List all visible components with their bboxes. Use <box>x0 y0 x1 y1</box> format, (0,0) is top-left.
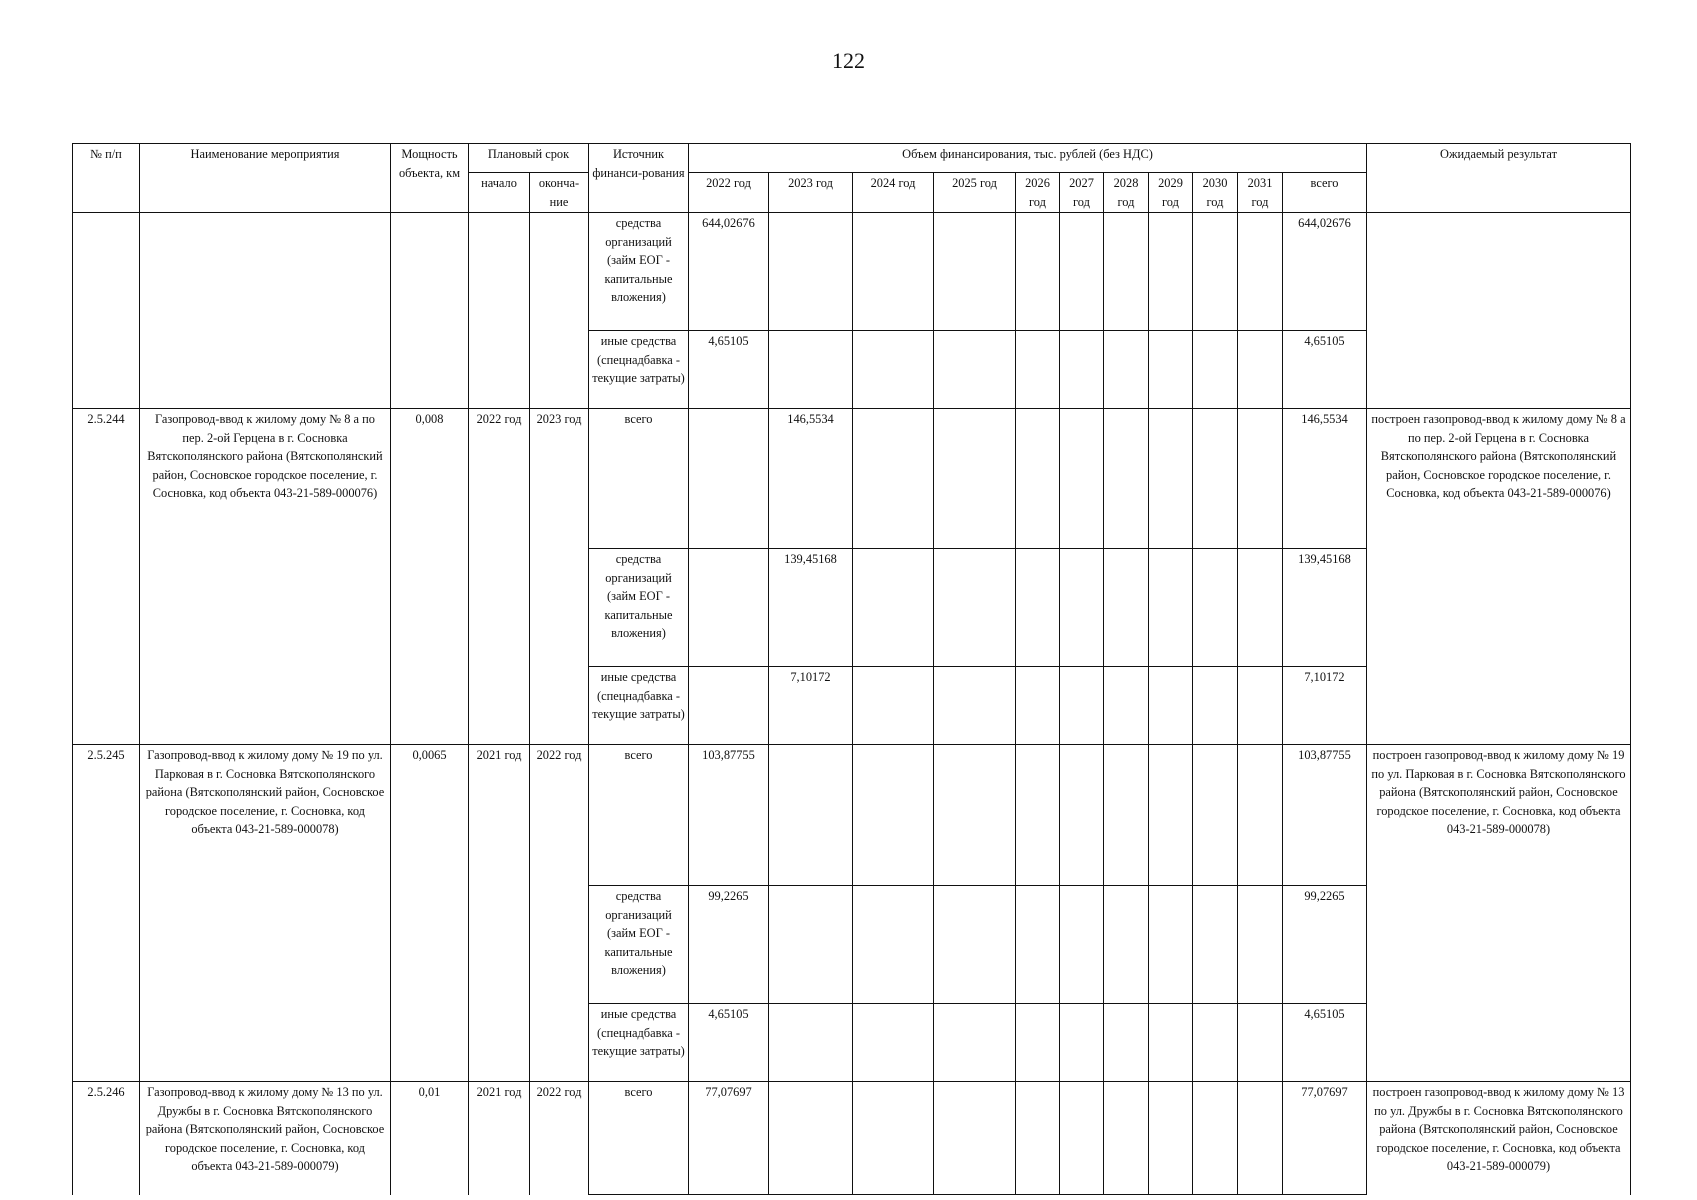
value-empty <box>1104 409 1149 549</box>
item-start: 2021 год <box>469 1082 530 1195</box>
continuation-start <box>469 213 530 409</box>
value-empty <box>853 1082 934 1195</box>
continuation-capacity <box>391 213 469 409</box>
value-empty <box>1238 745 1283 886</box>
item-name: Газопровод-ввод к жилому дому № 13 по ул. Дружбы в г. Сосновка Вятскополянского района (Вятскополянский район, Сосновское городское поселение, г. Сосновка, код объекта 043-21-589-000079) <box>140 1082 391 1195</box>
value-total: 146,5534 <box>1283 409 1367 549</box>
source-cell: иные средства (спецнадбавка - текущие затраты) <box>589 667 689 745</box>
header-term: Плановый срок <box>469 144 589 173</box>
value-empty <box>934 549 1016 667</box>
value-empty <box>1238 886 1283 1004</box>
value-empty <box>1193 667 1238 745</box>
value-empty <box>934 1082 1016 1195</box>
value-total: 7,10172 <box>1283 667 1367 745</box>
value-empty <box>1238 1082 1283 1195</box>
value-empty <box>1193 886 1238 1004</box>
value-empty <box>853 1004 934 1082</box>
value-empty <box>1238 331 1283 409</box>
value-empty <box>934 213 1016 331</box>
value-total: 644,02676 <box>1283 213 1367 331</box>
source-cell: средства организаций (займ ЕОГ - капитальные вложения) <box>589 213 689 331</box>
value-empty <box>1193 1004 1238 1082</box>
value-empty <box>1149 331 1193 409</box>
value-empty <box>1193 213 1238 331</box>
value-empty <box>934 667 1016 745</box>
value-empty <box>1104 331 1149 409</box>
source-cell: иные средства (спецнадбавка - текущие затраты) <box>589 331 689 409</box>
value-empty <box>1149 1082 1193 1195</box>
item-number: 2.5.245 <box>73 745 140 1082</box>
item-name: Газопровод-ввод к жилому дому № 8 а по пер. 2-ой Герцена в г. Сосновка Вятскополянского района (Вятскополянский район, Сосновское городское поселение, г. Сосновка, код объекта 043-21-589-000076) <box>140 409 391 745</box>
value-2023 <box>769 1082 853 1195</box>
value-empty <box>1193 409 1238 549</box>
table-row <box>73 213 1631 331</box>
value-2022: 4,65105 <box>689 1004 769 1082</box>
value-total: 139,45168 <box>1283 549 1367 667</box>
value-empty <box>1016 549 1060 667</box>
value-2022: 4,65105 <box>689 331 769 409</box>
item-start: 2022 год <box>469 409 530 745</box>
value-empty <box>1104 667 1149 745</box>
value-empty <box>1016 1082 1060 1195</box>
source-cell: всего <box>589 409 689 549</box>
value-2022: 77,07697 <box>689 1082 769 1195</box>
continuation-num <box>73 213 140 409</box>
table-row <box>73 409 1631 549</box>
value-empty <box>1060 549 1104 667</box>
value-empty <box>853 409 934 549</box>
value-2023 <box>769 1004 853 1082</box>
value-2023: 139,45168 <box>769 549 853 667</box>
value-empty <box>1104 213 1149 331</box>
value-empty <box>1193 549 1238 667</box>
value-empty <box>1060 409 1104 549</box>
header-year: 2023 год <box>769 173 853 213</box>
value-empty <box>1104 1082 1149 1195</box>
header-year: 2025 год <box>934 173 1016 213</box>
header-total: всего <box>1283 173 1367 213</box>
value-total: 99,2265 <box>1283 886 1367 1004</box>
value-empty <box>1060 331 1104 409</box>
value-2022 <box>689 409 769 549</box>
continuation-name <box>140 213 391 409</box>
item-result: построен газопровод-ввод к жилому дому № 13 по ул. Дружбы в г. Сосновка Вятскополянского района (Вятскополянский район, Сосновское городское поселение, г. Сосновка, код объекта 043-21-589-000079) <box>1367 1082 1631 1195</box>
value-empty <box>1016 1004 1060 1082</box>
page-number: 122 <box>832 48 865 73</box>
value-empty <box>1238 667 1283 745</box>
value-empty <box>1060 886 1104 1004</box>
value-empty <box>1016 745 1060 886</box>
value-empty <box>1016 409 1060 549</box>
value-2023: 7,10172 <box>769 667 853 745</box>
value-empty <box>1149 1004 1193 1082</box>
value-total: 103,87755 <box>1283 745 1367 886</box>
source-cell: всего <box>589 1082 689 1195</box>
header-year: 2030 год <box>1193 173 1238 213</box>
header-year: 2031 год <box>1238 173 1283 213</box>
value-total: 4,65105 <box>1283 1004 1367 1082</box>
value-empty <box>1149 667 1193 745</box>
value-empty <box>853 745 934 886</box>
header-year: 2026 год <box>1016 173 1060 213</box>
item-capacity: 0,008 <box>391 409 469 745</box>
value-empty <box>1149 213 1193 331</box>
item-capacity: 0,01 <box>391 1082 469 1195</box>
table-row <box>73 1082 1631 1195</box>
value-empty <box>1104 1004 1149 1082</box>
header-result: Ожидаемый результат <box>1367 144 1631 213</box>
value-empty <box>1238 549 1283 667</box>
value-empty <box>1238 1004 1283 1082</box>
value-2023 <box>769 745 853 886</box>
source-cell: иные средства (спецнадбавка - текущие затраты) <box>589 1004 689 1082</box>
value-empty <box>1193 1082 1238 1195</box>
value-empty <box>1193 331 1238 409</box>
value-empty <box>853 549 934 667</box>
value-total: 4,65105 <box>1283 331 1367 409</box>
value-empty <box>853 331 934 409</box>
value-empty <box>1060 1082 1104 1195</box>
value-empty <box>853 667 934 745</box>
header-year: 2024 год <box>853 173 934 213</box>
value-empty <box>1016 331 1060 409</box>
header-year: 2022 год <box>689 173 769 213</box>
item-end: 2022 год <box>530 745 589 1082</box>
value-2022 <box>689 549 769 667</box>
value-empty <box>1238 213 1283 331</box>
value-empty <box>1193 745 1238 886</box>
table-row <box>73 745 1631 886</box>
value-empty <box>1060 745 1104 886</box>
value-empty <box>934 331 1016 409</box>
value-2023: 146,5534 <box>769 409 853 549</box>
value-empty <box>1149 886 1193 1004</box>
value-2022: 103,87755 <box>689 745 769 886</box>
item-end: 2022 год <box>530 1082 589 1195</box>
item-number: 2.5.246 <box>73 1082 140 1195</box>
header-name: Наименование мероприятия <box>140 144 391 213</box>
value-empty <box>1016 667 1060 745</box>
value-empty <box>1149 745 1193 886</box>
item-number: 2.5.244 <box>73 409 140 745</box>
value-2023 <box>769 331 853 409</box>
item-name: Газопровод-ввод к жилому дому № 19 по ул. Парковая в г. Сосновка Вятскополянского района (Вятскополянский район, Сосновское городское поселение, г. Сосновка, код объекта 043-21-589-000078) <box>140 745 391 1082</box>
header-year: 2028 год <box>1104 173 1149 213</box>
value-empty <box>1149 549 1193 667</box>
header-year: 2029 год <box>1149 173 1193 213</box>
value-empty <box>1016 213 1060 331</box>
value-2023 <box>769 886 853 1004</box>
item-capacity: 0,0065 <box>391 745 469 1082</box>
continuation-result <box>1367 213 1631 409</box>
value-empty <box>934 1004 1016 1082</box>
value-total: 77,07697 <box>1283 1082 1367 1195</box>
value-empty <box>853 886 934 1004</box>
source-cell: средства организаций (займ ЕОГ - капитальные вложения) <box>589 886 689 1004</box>
header-source: Источник финанси-рования <box>589 144 689 213</box>
value-2023 <box>769 213 853 331</box>
item-result: построен газопровод-ввод к жилому дому № 8 а по пер. 2-ой Герцена в г. Сосновка Вятскополянского района (Вятскополянский район, Сосновское городское поселение, г. Сосновка, код объекта 043-21-589-000076) <box>1367 409 1631 745</box>
source-cell: всего <box>589 745 689 886</box>
value-empty <box>934 745 1016 886</box>
value-empty <box>1104 886 1149 1004</box>
item-result: построен газопровод-ввод к жилому дому № 19 по ул. Парковая в г. Сосновка Вятскополянского района (Вятскополянский район, Сосновское городское поселение, г. Сосновка, код объекта 043-21-589-000078) <box>1367 745 1631 1082</box>
value-empty <box>1060 213 1104 331</box>
item-end: 2023 год <box>530 409 589 745</box>
value-empty <box>1060 667 1104 745</box>
value-empty <box>934 409 1016 549</box>
item-start: 2021 год <box>469 745 530 1082</box>
header-term-start: начало <box>469 173 530 213</box>
header-num: № п/п <box>73 144 140 213</box>
value-2022: 644,02676 <box>689 213 769 331</box>
value-empty <box>1016 886 1060 1004</box>
value-empty <box>1104 745 1149 886</box>
header-term-end: оконча-ние <box>530 173 589 213</box>
financing-table <box>72 143 1631 1195</box>
source-cell: средства организаций (займ ЕОГ - капитальные вложения) <box>589 549 689 667</box>
value-empty <box>853 213 934 331</box>
value-2022 <box>689 667 769 745</box>
continuation-end <box>530 213 589 409</box>
value-empty <box>1149 409 1193 549</box>
header-volume: Объем финансирования, тыс. рублей (без НДС) <box>689 144 1367 173</box>
value-2022: 99,2265 <box>689 886 769 1004</box>
header-year: 2027 год <box>1060 173 1104 213</box>
value-empty <box>1060 1004 1104 1082</box>
value-empty <box>1104 549 1149 667</box>
value-empty <box>1238 409 1283 549</box>
header-capacity: Мощность объекта, км <box>391 144 469 213</box>
value-empty <box>934 886 1016 1004</box>
